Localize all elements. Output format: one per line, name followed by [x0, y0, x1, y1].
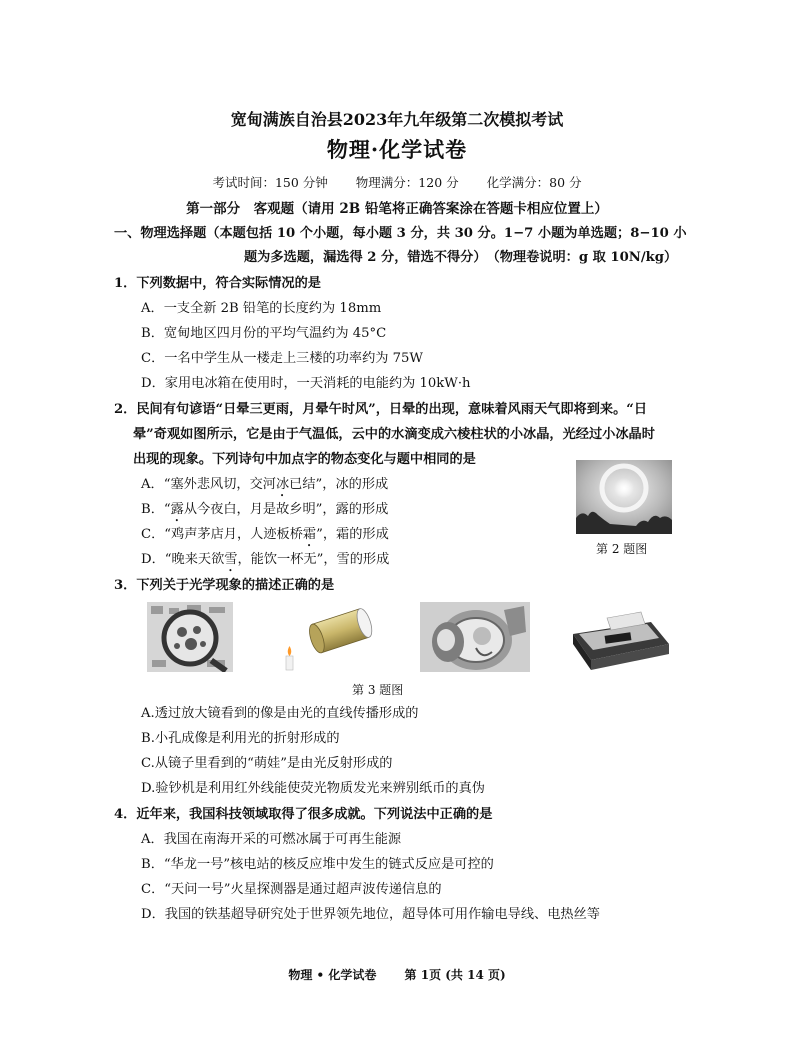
q2-option-a: A．“塞外悲风切，交河冰已结”，冰的形成 — [141, 477, 389, 492]
page-footer — [0, 966, 794, 983]
q4-option-b: B．“华龙一号”核电站的核反应堆中发生的链式反应是可控的 — [141, 857, 494, 872]
q1-option-d: D．家用电冰箱在使用时，一天消耗的电能约为 10kW·h — [141, 376, 471, 391]
part-heading: 第一部分 客观题（请用 2B 铅笔将正确答案涂在答题卡相应位置上） — [186, 201, 608, 217]
q2-stem-1: 2．民间有句谚语“日晕三更雨，月晕午时风”，日晕的出现，意味着风雨天气即将到来。“日 — [114, 402, 648, 417]
chemistry-score: 化学满分：80 分 — [486, 175, 582, 190]
q3-option-c: C.从镜子里看到的“萌娃”是由光反射形成的 — [141, 756, 393, 771]
q2-stem-2: 晕”奇观如图所示，它是由于气温低，云中的水滴变成六棱柱状的小冰晶，光经过小冰晶时 — [133, 427, 655, 442]
mirror-reflection-photo — [420, 602, 530, 672]
exam-subtitle: 物理·化学试卷 — [326, 137, 468, 162]
money-detector-photo — [565, 604, 677, 674]
q1-option-a: A．一支全新 2B 铅笔的长度约为 18mm — [141, 301, 382, 316]
q3-option-d: D.验钞机是利用红外线能使荧光物质发光来辨别纸币的真伪 — [141, 781, 485, 796]
halo-photo — [576, 460, 672, 534]
footer-page-number: 第 1页 (共 14 页) — [404, 968, 506, 982]
q3-option-b: B.小孔成像是利用光的折射形成的 — [141, 731, 340, 746]
q1-option-c: C．一名中学生从一楼走上三楼的功率约为 75W — [141, 351, 423, 366]
q4-stem: 4．近年来，我国科技领域取得了很多成就。下列说法中正确的是 — [114, 807, 493, 822]
exam-time: 考试时间：150 分钟 — [212, 175, 328, 190]
q1-option-b: B．宽甸地区四月份的平均气温约为 45°C — [141, 326, 387, 341]
exam-meta — [0, 173, 794, 191]
q4-option-d: D．我国的铁基超导研究处于世界领先地位，超导体可用作输电导线、电热丝等 — [141, 907, 600, 922]
pinhole-camera-figure — [280, 602, 380, 672]
q4-option-a: A．我国在南海开采的可燃冰属于可再生能源 — [141, 832, 402, 847]
section-heading-line1: 一、物理选择题（本题包括 10 个小题，每小题 3 分，共 30 分。1−7 小题为单选题；8−10 小 — [114, 226, 687, 241]
magnifier-photo — [147, 602, 233, 672]
section-heading-line2: 题为多选题，漏选得 2 分，错选不得分） （物理卷说明：g 取 10N/kg） — [244, 250, 678, 265]
q3-stem: 3．下列关于光学现象的描述正确的是 — [114, 578, 335, 593]
q2-option-b: B．“露从今夜白，月是故乡明”，露的形成 — [141, 502, 389, 517]
q3-figure-caption: 第 3 题图 — [352, 683, 404, 697]
q2-stem-3: 出现的现象。下列诗句中加点字的物态变化与题中相同的是 — [133, 452, 476, 467]
exam-title: 宽甸满族自治县2023年九年级第二次模拟考试 — [230, 110, 564, 129]
q1-stem: 1．下列数据中，符合实际情况的是 — [114, 276, 321, 291]
q4-option-c: C．“天问一号”火星探测器是通过超声波传递信息的 — [141, 882, 442, 897]
footer-paper-name: 物理 • 化学试卷 — [288, 968, 377, 982]
q2-figure-caption: 第 2 题图 — [596, 542, 648, 556]
q2-option-c: C．“鸡声茅店月，人迹板桥霜”，霜的形成 — [141, 527, 389, 542]
physics-score: 物理满分：120 分 — [355, 175, 459, 190]
q2-option-d: D．“晚来天欲雪，能饮一杯无”，雪的形成 — [141, 552, 390, 567]
q3-option-a: A.透过放大镜看到的像是由光的直线传播形成的 — [141, 706, 419, 721]
